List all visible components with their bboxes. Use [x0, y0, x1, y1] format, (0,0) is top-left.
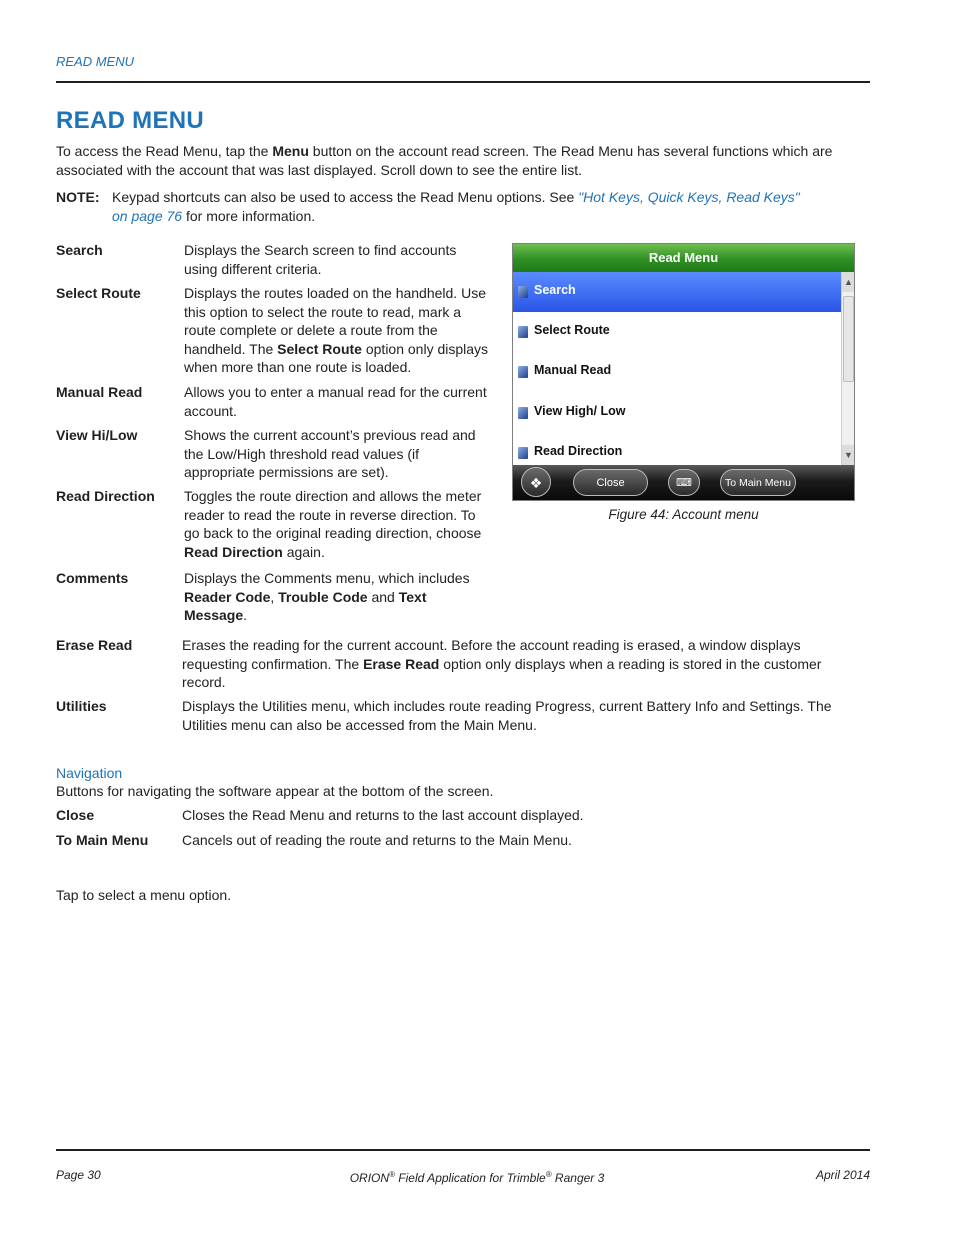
desc-erase-read: Erases the reading for the current account. Before the account reading is erased, a window displays requesting confirmation. The Erase Read option only displays when a reading is stored in the customer record.	[182, 637, 822, 690]
note-text: Keypad shortcuts can also be used to access the Read Menu options. See "Hot Keys, Quick Keys, Read Keys" on page 76 for more information.	[112, 189, 800, 224]
device-scrollbar[interactable]	[841, 272, 855, 465]
menu-item-icon	[518, 407, 528, 419]
device-menu-item-select-route[interactable]: Select Route	[513, 312, 841, 352]
term-utilities: Utilities	[56, 698, 107, 714]
header-rule	[56, 81, 870, 83]
desc-manual-read: Allows you to enter a manual read for the current account.	[184, 384, 487, 419]
menu-item-icon	[518, 366, 528, 378]
term-comments: Comments	[56, 570, 129, 586]
desc-select-route: Displays the routes loaded on the handheld. Use this option to select the route to read, mark a route complete or delete a route from the handheld. The Select Route option only displays when more than one route is loaded.	[184, 285, 489, 375]
page-title: READ MENU	[56, 107, 205, 134]
intro-paragraph: To access the Read Menu, tap the Menu button on the account read screen. The Read Menu has several functions which are associated with the account that was last displayed. Scroll down to see the entire list.	[56, 143, 833, 178]
scrollbar-thumb[interactable]	[843, 296, 854, 382]
desc-read-direction: Toggles the route direction and allows the meter reader to read the route in reverse direction. To go back to the original reading direction, choose Read Direction again.	[184, 488, 482, 560]
footer-rule	[56, 1149, 870, 1151]
term-manual-read: Manual Read	[56, 384, 143, 400]
desc-comments: Displays the Comments menu, which includes Reader Code, Trouble Code and Text Message.	[184, 570, 470, 623]
navigation-heading: Navigation	[56, 765, 123, 781]
term-search: Search	[56, 242, 103, 258]
term-close: Close	[56, 807, 95, 823]
cross-reference-link[interactable]: "Hot Keys, Quick Keys, Read Keys" on page 76	[112, 189, 800, 224]
desc-close: Closes the Read Menu and returns to the last account displayed.	[182, 807, 584, 823]
tap-instruction: Tap to select a menu option.	[56, 887, 232, 903]
term-to-main-menu: To Main Menu	[56, 832, 149, 848]
keyboard-icon[interactable]: ⌨	[668, 469, 700, 496]
footer-page-number: Page 30	[56, 1168, 101, 1182]
footer-title: ORION® Field Application for Trimble® Ranger 3	[349, 1170, 605, 1185]
term-view-hi-low: View Hi/Low	[56, 427, 138, 443]
term-select-route: Select Route	[56, 285, 141, 301]
device-menu-list	[513, 272, 841, 465]
device-menu-item-search[interactable]: Search	[513, 272, 841, 312]
chevron-down-icon[interactable]: ▼	[842, 445, 855, 465]
figure-caption: Figure 44: Account menu	[608, 507, 759, 522]
footer-date: April 2014	[815, 1168, 870, 1182]
running-header: READ MENU	[56, 54, 135, 69]
to-main-menu-button[interactable]: To Main Menu	[720, 469, 796, 496]
close-button[interactable]: Close	[573, 469, 648, 496]
menu-item-icon	[518, 326, 528, 338]
account-menu-screenshot	[512, 243, 855, 501]
device-title-bar: Read Menu	[513, 244, 854, 272]
term-erase-read: Erase Read	[56, 637, 133, 653]
chevron-up-icon[interactable]: ▲	[842, 272, 855, 292]
device-menu-item-view-high-low[interactable]: View High/ Low	[513, 393, 841, 433]
note-label: NOTE:	[56, 189, 100, 205]
term-read-direction: Read Direction	[56, 488, 155, 504]
device-bottom-bar	[513, 465, 854, 500]
desc-utilities: Displays the Utilities menu, which includes route reading Progress, current Battery Info and Settings. The Utilities menu can also be accessed from the Main Menu.	[182, 698, 832, 733]
device-menu-item-read-direction[interactable]: Read Direction	[513, 433, 841, 473]
desc-to-main-menu: Cancels out of reading the route and returns to the Main Menu.	[182, 832, 572, 848]
menu-item-icon	[518, 447, 528, 459]
navigation-intro: Buttons for navigating the software appear at the bottom of the screen.	[56, 783, 494, 799]
windows-start-icon[interactable]: ❖	[521, 467, 551, 497]
menu-item-icon	[518, 286, 528, 298]
desc-search: Displays the Search screen to find accounts using different criteria.	[184, 242, 457, 277]
device-menu-item-manual-read[interactable]: Manual Read	[513, 352, 841, 392]
desc-view-hi-low: Shows the current account’s previous read and the Low/High threshold read values (if appropriate permissions are set).	[184, 427, 476, 480]
